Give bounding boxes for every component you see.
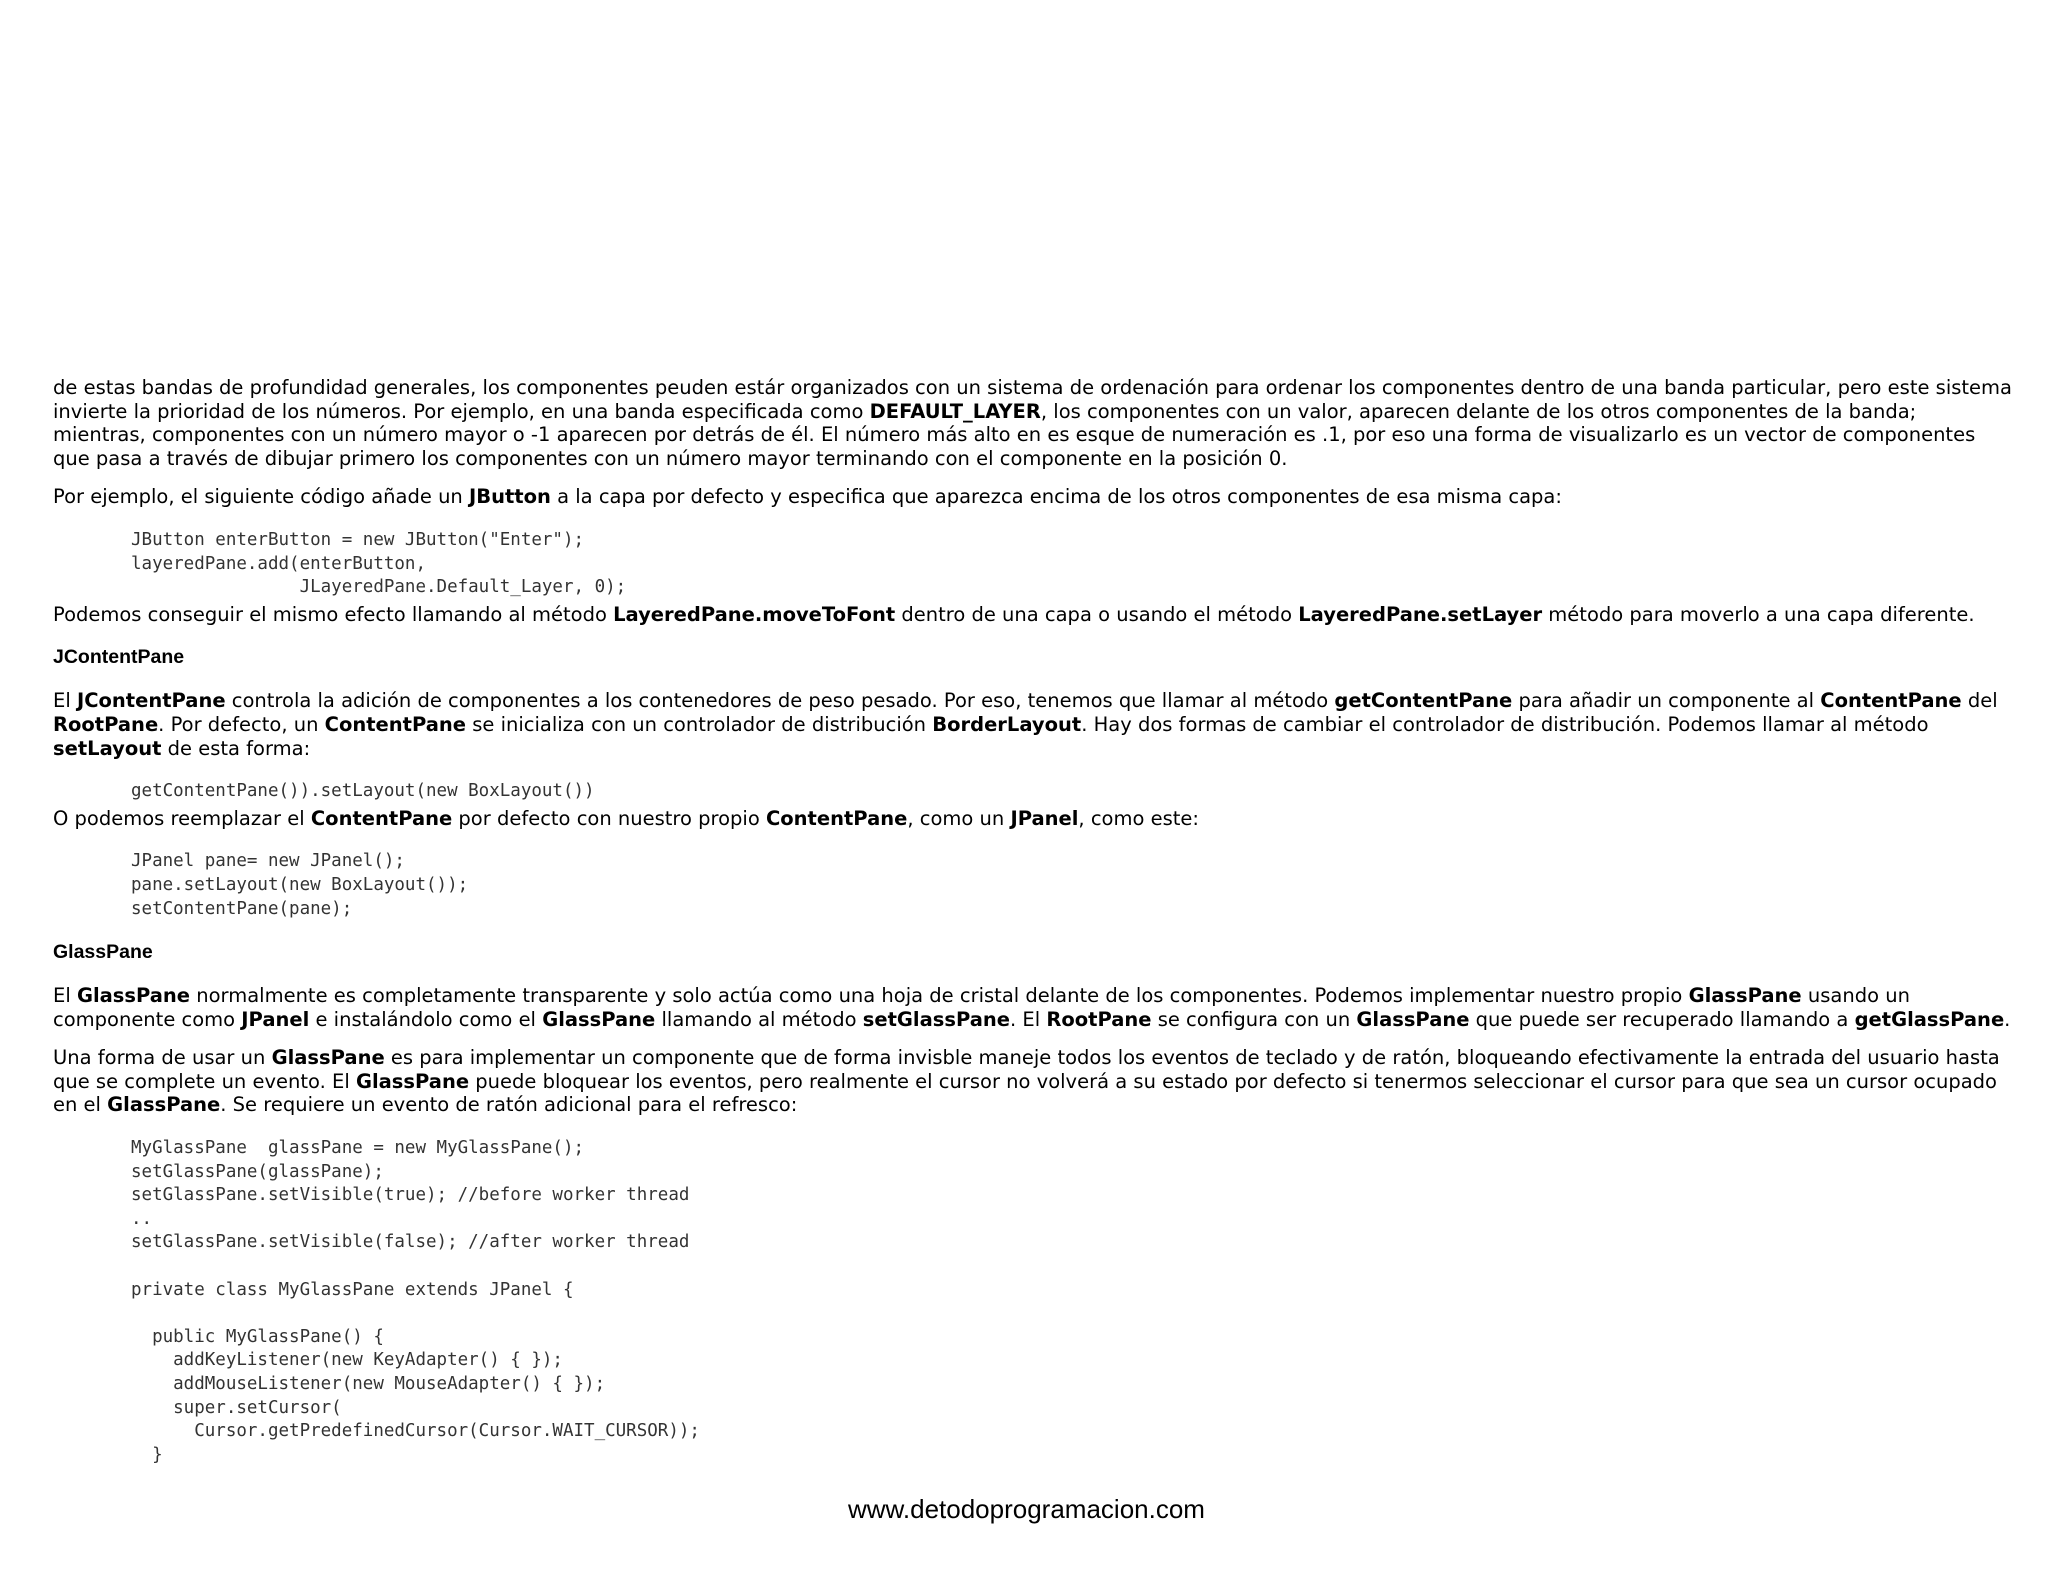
code-block-layered-add: JButton enterButton = new JButton("Enter"); layeredPane.add(enterButton, JLayeredPane.Default_Layer, 0); (131, 529, 627, 598)
bold-term: setLayout (53, 736, 162, 760)
bold-term: JContentPane (76, 689, 226, 713)
bold-term: BorderLayout (932, 712, 1082, 736)
code-block-set-contentpane: JPanel pane= new JPanel(); pane.setLayout(new BoxLayout()); setContentPane(pane); (131, 851, 469, 919)
bold-term: GlassPane (542, 1007, 656, 1031)
bold-term: DEFAULT_LAYER (869, 399, 1041, 423)
bold-term: ContentPane (765, 806, 908, 830)
bold-term: setGlassPane (862, 1007, 1010, 1031)
code-block-glasspane-class: MyGlassPane glassPane = new MyGlassPane(); setGlassPane(glassPane); setGlassPane.setVisible(true); //before worker thread .. setGlassPane.setVisible(false); //after worker thread private class MyGlassPane extends JPanel { public MyGlassPane() { addKeyListener(new KeyAdapter() { }); addMouseListener(new MouseAdapter() { }); super.setCursor( Cursor.getPredefinedCursor(Cursor.WAIT_CURSOR)); } (131, 1138, 700, 1465)
bold-term: JPanel (1010, 806, 1079, 830)
bold-term: ContentPane (324, 712, 467, 736)
bold-term: LayeredPane.setLayer (1298, 602, 1543, 626)
paragraph-replace-contentpane: O podemos reemplazar el ContentPane por defecto con nuestro propio ContentPane, como un JPanel, como este: (53, 806, 1199, 830)
paragraph-layer-ordering: de estas bandas de profundidad generales, los componentes peuden estár organizados con un sistema de ordenación para ordenar los componentes dentro de una banda particular, pero este sistema invierte la prioridad de los números. Por ejemplo, en una banda especificada como DEFAULT_LAYER, los componentes con un valor, aparecen delante de los otros componentes de la banda; mientras, componentes con un número mayor o -1 aparecen por detrás de él. El número más alto en es esque de numeración es .1, por eso una forma de visualizarlo es un vector de componentes que pasa a través de dibujar primero los componentes con un número mayor terminando con el componente en la posición 0. (53, 376, 2012, 470)
paragraph-jbutton-example: Por ejemplo, el siguiente código añade un JButton a la capa por defecto y especifica que aparezca encima de los otros componentes de esa misma capa: (53, 485, 1562, 509)
document-body (53, 376, 2013, 1467)
bold-term: LayeredPane.moveToFont (613, 602, 896, 626)
heading-jcontentpane: JContentPane (53, 646, 185, 669)
bold-term: getContentPane (1334, 689, 1513, 713)
bold-term: RootPane (1046, 1007, 1152, 1031)
bold-term: GlassPane (107, 1093, 221, 1117)
bold-term: JButton (468, 485, 551, 509)
paragraph-jcontentpane: El JContentPane controla la adición de componentes a los contenedores de peso pesado. Por eso, tenemos que llamar al método getContentPane para añadir un componente al ContentPane del RootPane. Por defecto, un ContentPane se inicializa con un controlador de distribución BorderLayout. Hay dos formas de cambiar el controlador de distribución. Podemos llamar al método setLayout de esta forma: (53, 689, 1998, 760)
bold-term: RootPane (53, 712, 159, 736)
bold-term: JPanel (241, 1007, 310, 1031)
paragraph-glasspane: El GlassPane normalmente es completamente transparente y solo actúa como una hoja de cristal delante de los componentes. Podemos implementar nuestro propio GlassPane usando un componente como JPanel e instalándolo como el GlassPane llamando al método setGlassPane. El RootPane se configura con un GlassPane que puede ser recuperado llamando a getGlassPane. (53, 984, 2011, 1031)
bold-term: GlassPane (355, 1069, 470, 1093)
bold-term: ContentPane (310, 806, 453, 830)
bold-term: GlassPane (1688, 984, 1802, 1008)
paragraph-glasspane-usage: Una forma de usar un GlassPane es para implementar un componente que de forma invisble maneje todos los eventos de teclado y de ratón, bloqueando efectivamente la entrada del usuario hasta que se complete un evento. El GlassPane puede bloquear los eventos, pero realmente el cursor no volverá a su estado por defecto si tenermos seleccionar el cursor para que sea un cursor ocupado en el GlassPane. Se requiere un evento de ratón adicional para el refresco: (53, 1046, 2000, 1117)
bold-term: GlassPane (271, 1046, 385, 1070)
bold-term: GlassPane (76, 984, 191, 1008)
bold-term: getGlassPane (1854, 1007, 2005, 1031)
bold-term: GlassPane (1356, 1007, 1470, 1031)
code-block-set-layout: getContentPane()).setLayout(new BoxLayout()) (131, 781, 595, 802)
heading-glasspane: GlassPane (53, 941, 153, 964)
footer-site-url: www.detodoprogramacion.com (848, 1494, 1205, 1524)
paragraph-move-to-front: Podemos conseguir el mismo efecto llamando al método LayeredPane.moveToFont dentro de una capa o usando el método LayeredPane.setLayer método para moverlo a una capa diferente. (53, 602, 1975, 626)
bold-term: ContentPane (1820, 689, 1962, 713)
